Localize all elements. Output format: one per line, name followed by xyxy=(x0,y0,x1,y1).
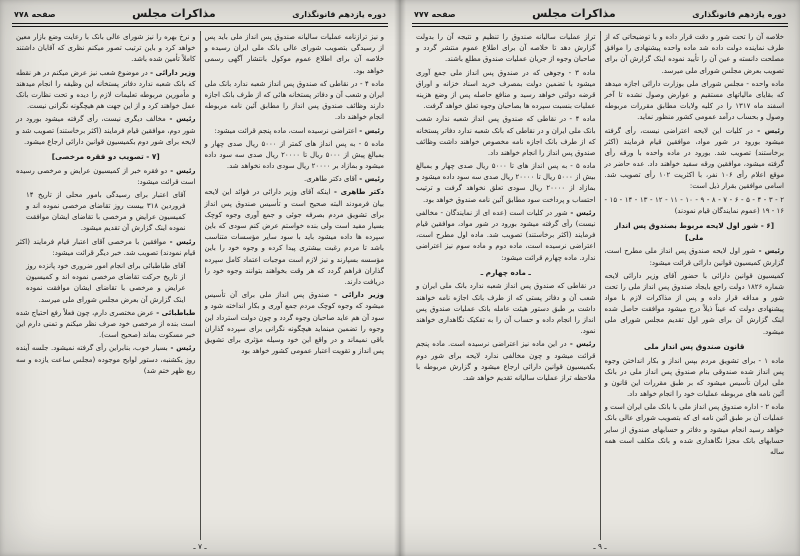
text-column-right xyxy=(601,31,789,540)
header-rule xyxy=(412,23,788,27)
speaker-label: رئیس - xyxy=(752,126,784,135)
paragraph: خلاصه آن را تحت شور و دقت قرار داده و با توضیحاتی که از طرف نماینده دولت داده شد ماده واحده پیشنهادی را موافق مصلحت دانسته و عین آن را تأیید نموده اینک گزارش آن برای تصویب بعرض مجلس شورای ملی میرسد. xyxy=(604,33,784,75)
section-heading: [۶ - شور اول لایحه مربوط بصندوق پس انداز ملی] xyxy=(614,221,775,242)
text-column-left xyxy=(12,31,201,540)
page-right xyxy=(400,0,800,556)
section-heading: ـ ماده چهارم ـ xyxy=(480,267,531,277)
page-header xyxy=(412,6,788,22)
page-title: مذاکرات مجلس xyxy=(132,7,216,20)
paragraph: ماده ۲ - اداره صندوق پس انداز ملی با بانک ملی ایران است و عملیات آن بر طبق آئین نامه ای که بتصویب شورای عالی بانک خواهد رسید انجام میشود و دفاتر و حسابهای صندوق از سایر حسابهای بانک مجزا نگاهداری شده و بانک مکلف است همه ساله xyxy=(604,403,784,457)
header-rule xyxy=(12,23,388,27)
paragraph: رئیس - در این ماده نیز اعتراضی نرسیده است. ماده پنجم قرائت میشود و چون مخالفی ندارد لایحه برای شور دوم بکمیسیون قوانین دارائی ارجاع میشود و گزارش مربوطه با ملاحظه تراز عملیات سالیانه تقدیم خواهد شد. xyxy=(416,340,596,382)
paragraph: آقای اعتبار برای رسیدگی بامور محلی از تاریخ ۱۴ فروردین ۳۱۸ بیست روز تقاضای مرخصی نموده اند و کمیسیون عرایض و مرخصی با تقاضای ایشان موافقت نموده اینک گزارش آن تقدیم میشود. xyxy=(26,190,186,233)
paragraph: تراز عملیات سالیانه صندوق را تنظیم و نتیجه آن را بدولت گزارش دهد تا خلاصه آن برای اطلاع عموم منتشر گردد و صاحبان وجوه از جریان عملیات صندوق مطلع باشند. xyxy=(416,33,596,64)
page-footer-number: ـ ۹ ـ xyxy=(593,542,607,551)
paragraph: ماده ۱ - برای تشویق مردم بپس انداز و بکار انداختن وجوه پس انداز شده صندوقی بنام صندوق پس انداز ملی در بانک ملی ایران تأسیس میشود که بر طبق مقررات این قانون و آئین نامه های مربوطه عملیات خود را انجام خواهد داد. xyxy=(604,356,784,399)
paragraph: رئیس - شور در کلیات است (عده ای از نمایندگان - مخالفی نیست) رأی گرفته میشود بورود در شور مواد، موافقین قیام فرمایند (اکثر برخاستند) تصویب شد. ماده اول مطرح است، اعتراضی نرسیده است، ماده دوم و ماده سوم نیز اعتراضی ندارد. ماده چهارم قرائت میشود: xyxy=(416,208,596,262)
speaker-label: وزیر دارائی - xyxy=(147,68,196,77)
paragraph: ماده ۴ - در نقاطی که صندوق پس انداز شعبه ندارد شعب بانک ملی ایران و در نقاطی که بانک شعبه ندارد دفاتر پستخانه که از طرف بانک اجازه نامه مخصوص خواهند داشت وظائف صندوق پس انداز را انجام خواهند داد. xyxy=(416,115,596,157)
speaker-label: رئیس - xyxy=(567,208,596,217)
page-number: صفحه ۷۷۸ xyxy=(14,10,56,19)
text-columns xyxy=(412,31,788,540)
speaker-label: رئیس - xyxy=(566,340,596,349)
paragraph: رئیس - اعتراضی نرسیده است، ماده پنجم قرائت میشود: xyxy=(214,126,384,135)
speaker-label: وزیر دارائی - xyxy=(329,291,384,300)
paragraph: ماده ۴ - در نقاطی که صندوق پس انداز شعبه ندارد بانک ملی ایران و شعب آن و دفاتر پستخانه هائی که از طرف بانک اجازه دارند وظائف صندوق پس انداز را مطابق آئین نامه مربوطه انجام خواهند داد. xyxy=(204,79,384,122)
paragraph: طباطبائی - عرض مختصری دارم، چون فعلاً رفع احتیاج شده است بنده از مرخصی خود صرف نظر میکنم و تمنی دارم این خبر مسکوت بماند (صحیح است). xyxy=(16,308,196,340)
text-column-right xyxy=(201,31,389,540)
speaker-label: طباطبائی - xyxy=(153,308,196,317)
paragraph: وزیر دارائی - در موضوع شعب نیز عرض میکنم در هر نقطه که بانک شعبه ندارد دفاتر پستخانه این وظیفه را انجام میدهند و مأمورین مربوطه تعلیمات لازم را دیده و تحت نظارت بانک عمل خواهند کرد و از این جهت هم هیچگونه نگرانی نیست. xyxy=(16,68,196,111)
paragraph: رئیس - دو فقره خبر از کمیسیون عرایض و مرخصی رسیده است قرائت میشود: xyxy=(16,166,196,186)
paragraph: رئیس - بسیار خوب، بنابراین رأی گرفته نمیشود. جلسه آینده روز یکشنبه، دستور لوایح موجوده (مجلس ساعت یازده و سه ربع ظهر ختم شد) xyxy=(16,344,196,375)
page-title: مذاکرات مجلس xyxy=(532,7,616,20)
legislative-period-label: دوره یازدهم قانونگذاری xyxy=(292,10,386,19)
paragraph: ماده واحده - مجلس شورای ملی بوزارت دارائی اجازه میدهد که بقایای مالیاتهای مستقیم و عوارض وصول نشده تا آخر اسفند ماه ۱۳۱۷ را در کلیه ولایات مطابق مقررات مربوطه وصول و بحساب درآمد عمومی کشور منظور نماید. xyxy=(604,79,785,122)
section-heading: [۷ - تصویب دو فقره مرخصی] xyxy=(51,151,160,161)
paragraph: رئیس - موافقین با مرخصی آقای اعتبار قیام فرمایند (اکثر قیام نمودند) تصویب شد. خبر دیگر قرائت میشود: xyxy=(16,237,196,257)
paragraph: در نقاطی که صندوق پس انداز شعبه ندارد بانک ملی ایران و شعب آن و دفاتر پستی که از طرف بانک اجازه نامه خواهند داشت بر طبق دستور هیئت عامله بانک عملیات صندوق پس انداز را انجام داده و حساب آن را به تفکیک نگاهداری خواهند نمود. xyxy=(416,282,596,336)
paragraph: رئیس - شور اول لایحه صندوق پس انداز ملی مطرح است، گزارش کمیسیون قوانین دارائی قرائت میشود: xyxy=(604,247,784,267)
speaker-label: دکتر طاهری - xyxy=(330,188,385,197)
paragraph: کمیسیون قوانین دارائی با حضور آقای وزیر دارائی لایحه شماره ۱۸۲۶ دولت راجع بایجاد صندوق پس انداز ملی را تحت شور و مداقه قرار داده و پس از مذاکرات لازم با مواد پیشنهادی دولت که عیناً ذیلاً درج میشود موافقت حاصل شده اینک گزارش آن برای شور اول تقدیم مجلس شورای ملی میشود. xyxy=(604,271,784,336)
paragraph: و نرخ بهره را نیز شورای عالی بانک با رعایت وضع بازار معین خواهد کرد و باین ترتیب تصور میکنم نظری که آقایان داشتند کاملاً تأمین شده باشد. xyxy=(16,33,196,64)
speaker-label: رئیس - xyxy=(356,126,384,135)
speaker-label: رئیس - xyxy=(165,115,196,124)
paragraph: دکتر طاهری - اینکه آقای وزیر دارائی در فوائد این لایحه بیان فرمودند البته صحیح است و تأسیس صندوق پس انداز برای تشویق مردم بصرفه جوئی و جمع آوری وجوه کوچک بسیار مفید است ولی بنده خواستم عرض کنم سودی که باین سپرده ها داده میشود باید با سود سایر مؤسسات متناسب باشد تا مردم رغبت بیشتری پیدا کرده و وجوه خود را باین مؤسسه بسپارند و نیز لازم است موجبات اعتماد کامل سپرده گذاران فراهم گردد که هر وقت بخواهند بتوانند وجوه خود را دریافت دارند. xyxy=(204,188,385,286)
speaker-label: رئیس - xyxy=(356,175,384,184)
paragraph: رئیس - آقای دکتر طاهری. xyxy=(304,175,384,184)
speaker-label: رئیس - xyxy=(167,166,196,175)
legislative-period-label: دوره یازدهم قانونگذاری xyxy=(692,10,786,19)
speaker-label: رئیس - xyxy=(166,237,196,246)
paragraph: ۲ - ۳ - ۴ - ۵ - ۶ - ۷ - ۸ - ۹ - ۱۰ - ۱۱ - ۱۲ - ۱۳ - ۱۴ - ۱۵ - ۱۶ - ۱۹ (عموم نمایندگان قیام نمودند) xyxy=(604,195,785,215)
text-columns xyxy=(12,31,388,540)
paragraph: ماده ۵ - به پس انداز های کمتر از ۵۰۰۰ ریال صدی چهار و بمبالغ پیش از ۵۰۰۰ ریال تا ۲۰۰۰۰ ریال صدی سه سود داده میشود و بمازاد بر ۲۰۰۰۰ ریال سودی داده نخواهد شد. xyxy=(204,139,384,171)
speaker-label: رئیس - xyxy=(167,344,196,353)
text-column-left xyxy=(412,31,601,540)
section-heading: قانون صندوق پس انداز ملی xyxy=(643,341,745,351)
paragraph: وزیر دارائی - صندوق پس انداز ملی برای آن تأسیس میشود که وجوه کوچک مردم جمع آوری و بکار انداخته شود و سود آن هم عاید صاحبان وجوه گردد و چون دولت استرداد این وجوه را تضمین مینماید هیچگونه نگرانی برای سپرده گذاران باقی نمیماند و در واقع این خود وسیله مؤثری برای تشویق پس انداز و تقویت اعتبار عمومی کشور خواهد بود xyxy=(204,291,384,356)
page-number: صفحه ۷۷۷ xyxy=(414,10,456,19)
page-footer-number: ـ ۷ ـ xyxy=(193,542,207,551)
page-header xyxy=(12,6,388,22)
paragraph: رئیس - مخالف دیگری نیست، رأی گرفته میشود بورود در شور دوم، موافقین قیام فرمایند (اکثر برخاستند) تصویب شد و لایحه برای شور دوم بکمیسیون قوانین دارائی ارجاع میشود. xyxy=(16,115,196,146)
paragraph: ماده ۳ - وجوهی که در صندوق پس انداز ملی جمع آوری میشود با تضمین دولت بمصرف خرید اسناد خزانه و اوراق قرضه دولتی خواهد رسید و منافع حاصله پس از وضع هزینه عملیات بنسبت سپرده ها بصاحبان وجوه تعلق خواهد گرفت. xyxy=(416,68,596,111)
speaker-label: رئیس - xyxy=(755,247,784,256)
paragraph: رئیس - در کلیات این لایحه اعتراضی نیست، رأی گرفته میشود بورود در شور مواد، موافقین قیام فرمایند (اکثر برخاستند) تصویب شد. بورود در ماده واحده با ورقه رأی گرفته میشود، موافقین ورقه سفید خواهند داد. عده حاضر در موقع اعلام رأی ۱۰۶ نفر، با اکثریت ۱۰۲ رأی تصویب شد. اسامی موافقین بقرار ذیل است: xyxy=(604,126,785,191)
paragraph: و نیز ترازنامه عملیات سالیانه صندوق پس انداز ملی باید پس از رسیدگی بتصویب شورای عالی بانک ملی ایران رسیده و خلاصه آن برای اطلاع عموم موکول بانتشار آگهی رسمی خواهد بود. xyxy=(204,33,384,75)
paragraph: ماده ۵ - به پس انداز های تا ۵۰۰۰ ریال صدی چهار و بمبالغ بیش از ۵۰۰۰ ریال تا ۲۰۰۰۰ ریال صدی سه سود داده میشود و بمازاد از ۲۰۰۰۰ ریال سودی تعلق نخواهد گرفت و ترتیب احتساب و پرداخت سود مطابق آئین نامه صندوق خواهد بود. xyxy=(416,162,596,204)
paragraph: آقای طباطبائی برای انجام امور ضروری خود پانزده روز از تاریخ حرکت تقاضای مرخصی نموده اند و کمیسیون عرایض و مرخصی با تقاضای ایشان موافقت نموده اینک گزارش آن بعرض مجلس شورای ملی میرسد. xyxy=(26,262,186,304)
